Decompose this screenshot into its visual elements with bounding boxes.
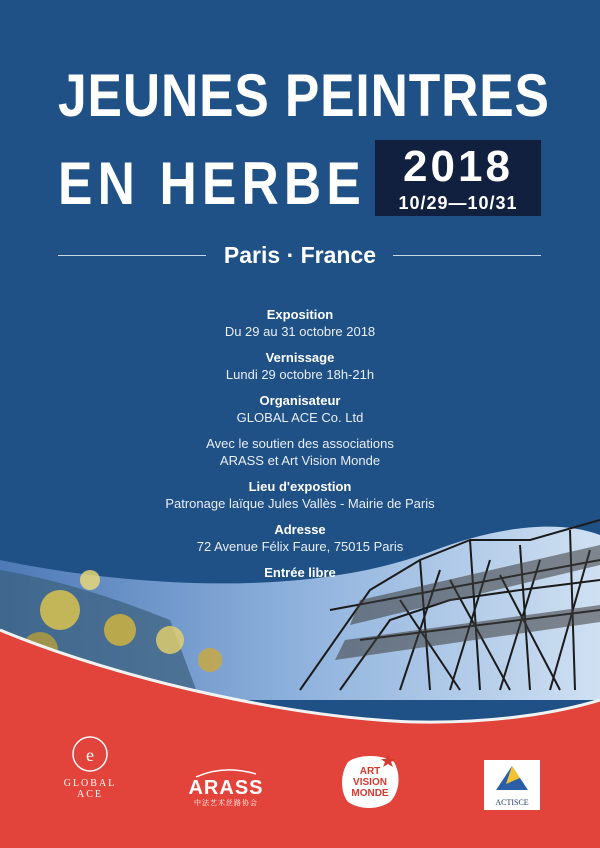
info-value: Patronage laïque Jules Vallès - Mairie de Paris — [165, 496, 435, 511]
info-heading: Entrée libre — [264, 565, 336, 580]
info-value: 72 Avenue Félix Faure, 75015 Paris — [196, 539, 404, 554]
actisce-name: ACTISCE — [495, 798, 529, 807]
info-value: Lundi 29 octobre 18h-21h — [225, 367, 375, 382]
info-heading: Lieu d'expostion — [248, 479, 352, 494]
global-ace-logo — [55, 734, 125, 800]
info-value: Du 29 au 31 octobre 2018 — [224, 324, 376, 339]
year-box — [375, 140, 541, 216]
art-vision-monde-logo — [338, 752, 402, 810]
avm-line-2: VISION — [353, 777, 387, 788]
title-line-2: EN HERBE — [58, 150, 366, 217]
info-organisateur — [0, 392, 600, 426]
info-value: ARASS et Art Vision Monde — [219, 453, 381, 468]
info-value: Avec le soutien des associations — [206, 436, 394, 451]
event-info — [0, 306, 600, 590]
location: Paris · France — [223, 242, 377, 268]
info-vernissage — [0, 349, 600, 383]
info-lieu — [0, 478, 600, 512]
arass-name: ARASS — [188, 777, 264, 799]
avm-line-1: ART — [359, 766, 381, 777]
info-heading: Organisateur — [259, 393, 341, 408]
info-value: GLOBAL ACE Co. Ltd — [236, 410, 364, 425]
actisce-triangle-icon — [484, 760, 540, 796]
info-heading: Adresse — [274, 522, 326, 537]
avm-line-3: MONDE — [351, 788, 389, 799]
global-ace-name: GLOBAL ACE — [63, 778, 117, 800]
title-line-1: JEUNES PEINTRES — [58, 62, 550, 129]
info-entree — [0, 564, 600, 581]
year: 2018 — [403, 142, 513, 191]
arass-logo — [188, 768, 264, 808]
actisce-logo — [484, 760, 540, 810]
info-adresse — [0, 521, 600, 555]
info-heading: Vernissage — [265, 350, 335, 365]
date-range: 10/29—10/31 — [398, 193, 518, 213]
svg-text:e: e — [86, 745, 94, 765]
info-exposition — [0, 306, 600, 340]
arass-subtitle: 中法艺术丝路协会 — [194, 800, 258, 807]
global-ace-emblem-icon — [70, 734, 110, 774]
info-soutien — [0, 435, 600, 469]
art-vision-monde-text — [338, 766, 402, 799]
info-heading: Exposition — [266, 307, 334, 322]
